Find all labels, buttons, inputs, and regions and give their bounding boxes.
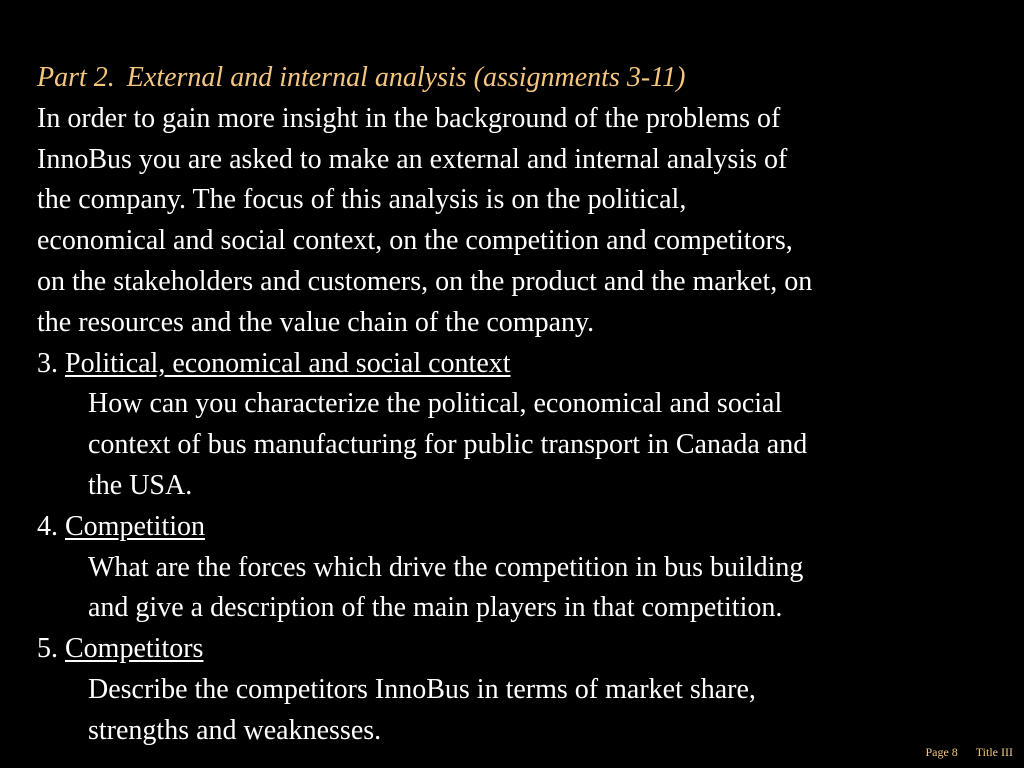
intro-line: the resources and the value chain of the company. [37,306,595,338]
intro-line: on the stakeholders and customers, on the product and the market, on [37,265,813,297]
assignment-title: Competition [65,510,205,542]
intro-line: economical and social context, on the competition and competitors, [37,225,793,257]
assignment-text-line: and give a description of the main players in that competition. [88,592,783,624]
slide-content [37,58,997,752]
assignment-number: 4. [37,510,58,542]
slide-title [37,58,997,99]
intro-paragraph [37,99,997,344]
slide-footer [925,745,1013,760]
intro-line: the company. The focus of this analysis is on the political, [37,184,687,216]
assignment-text-line: How can you characterize the political, economical and social [88,388,783,420]
assignment-3 [37,344,997,507]
assignment-text-line: the USA. [88,469,193,501]
slide-title-text: External and internal analysis (assignments 3-11) [126,62,686,93]
intro-line: In order to gain more insight in the background of the problems of [37,102,781,134]
footer-title: Title III [975,745,1013,759]
assignment-4 [37,507,997,629]
intro-line: InnoBus you are asked to make an external and internal analysis of [37,143,788,175]
assignment-number: 3. [37,347,58,379]
assignment-heading [37,344,997,385]
assignment-heading [37,629,997,670]
assignment-text-line: What are the forces which drive the competition in bus building [88,551,804,583]
assignment-title: Political, economical and social context [65,347,511,379]
page-number: Page 8 [925,745,958,759]
assignment-heading [37,507,997,548]
assignment-text-line: strengths and weaknesses. [88,714,382,746]
slide-title-part: Part 2. [37,62,115,93]
assignment-title: Competitors [65,633,204,665]
assignment-text-line: Describe the competitors InnoBus in terms of market share, [88,673,756,705]
assignment-text-line: context of bus manufacturing for public transport in Canada and [88,429,808,461]
assignment-number: 5. [37,633,58,665]
assignment-5 [37,629,997,751]
